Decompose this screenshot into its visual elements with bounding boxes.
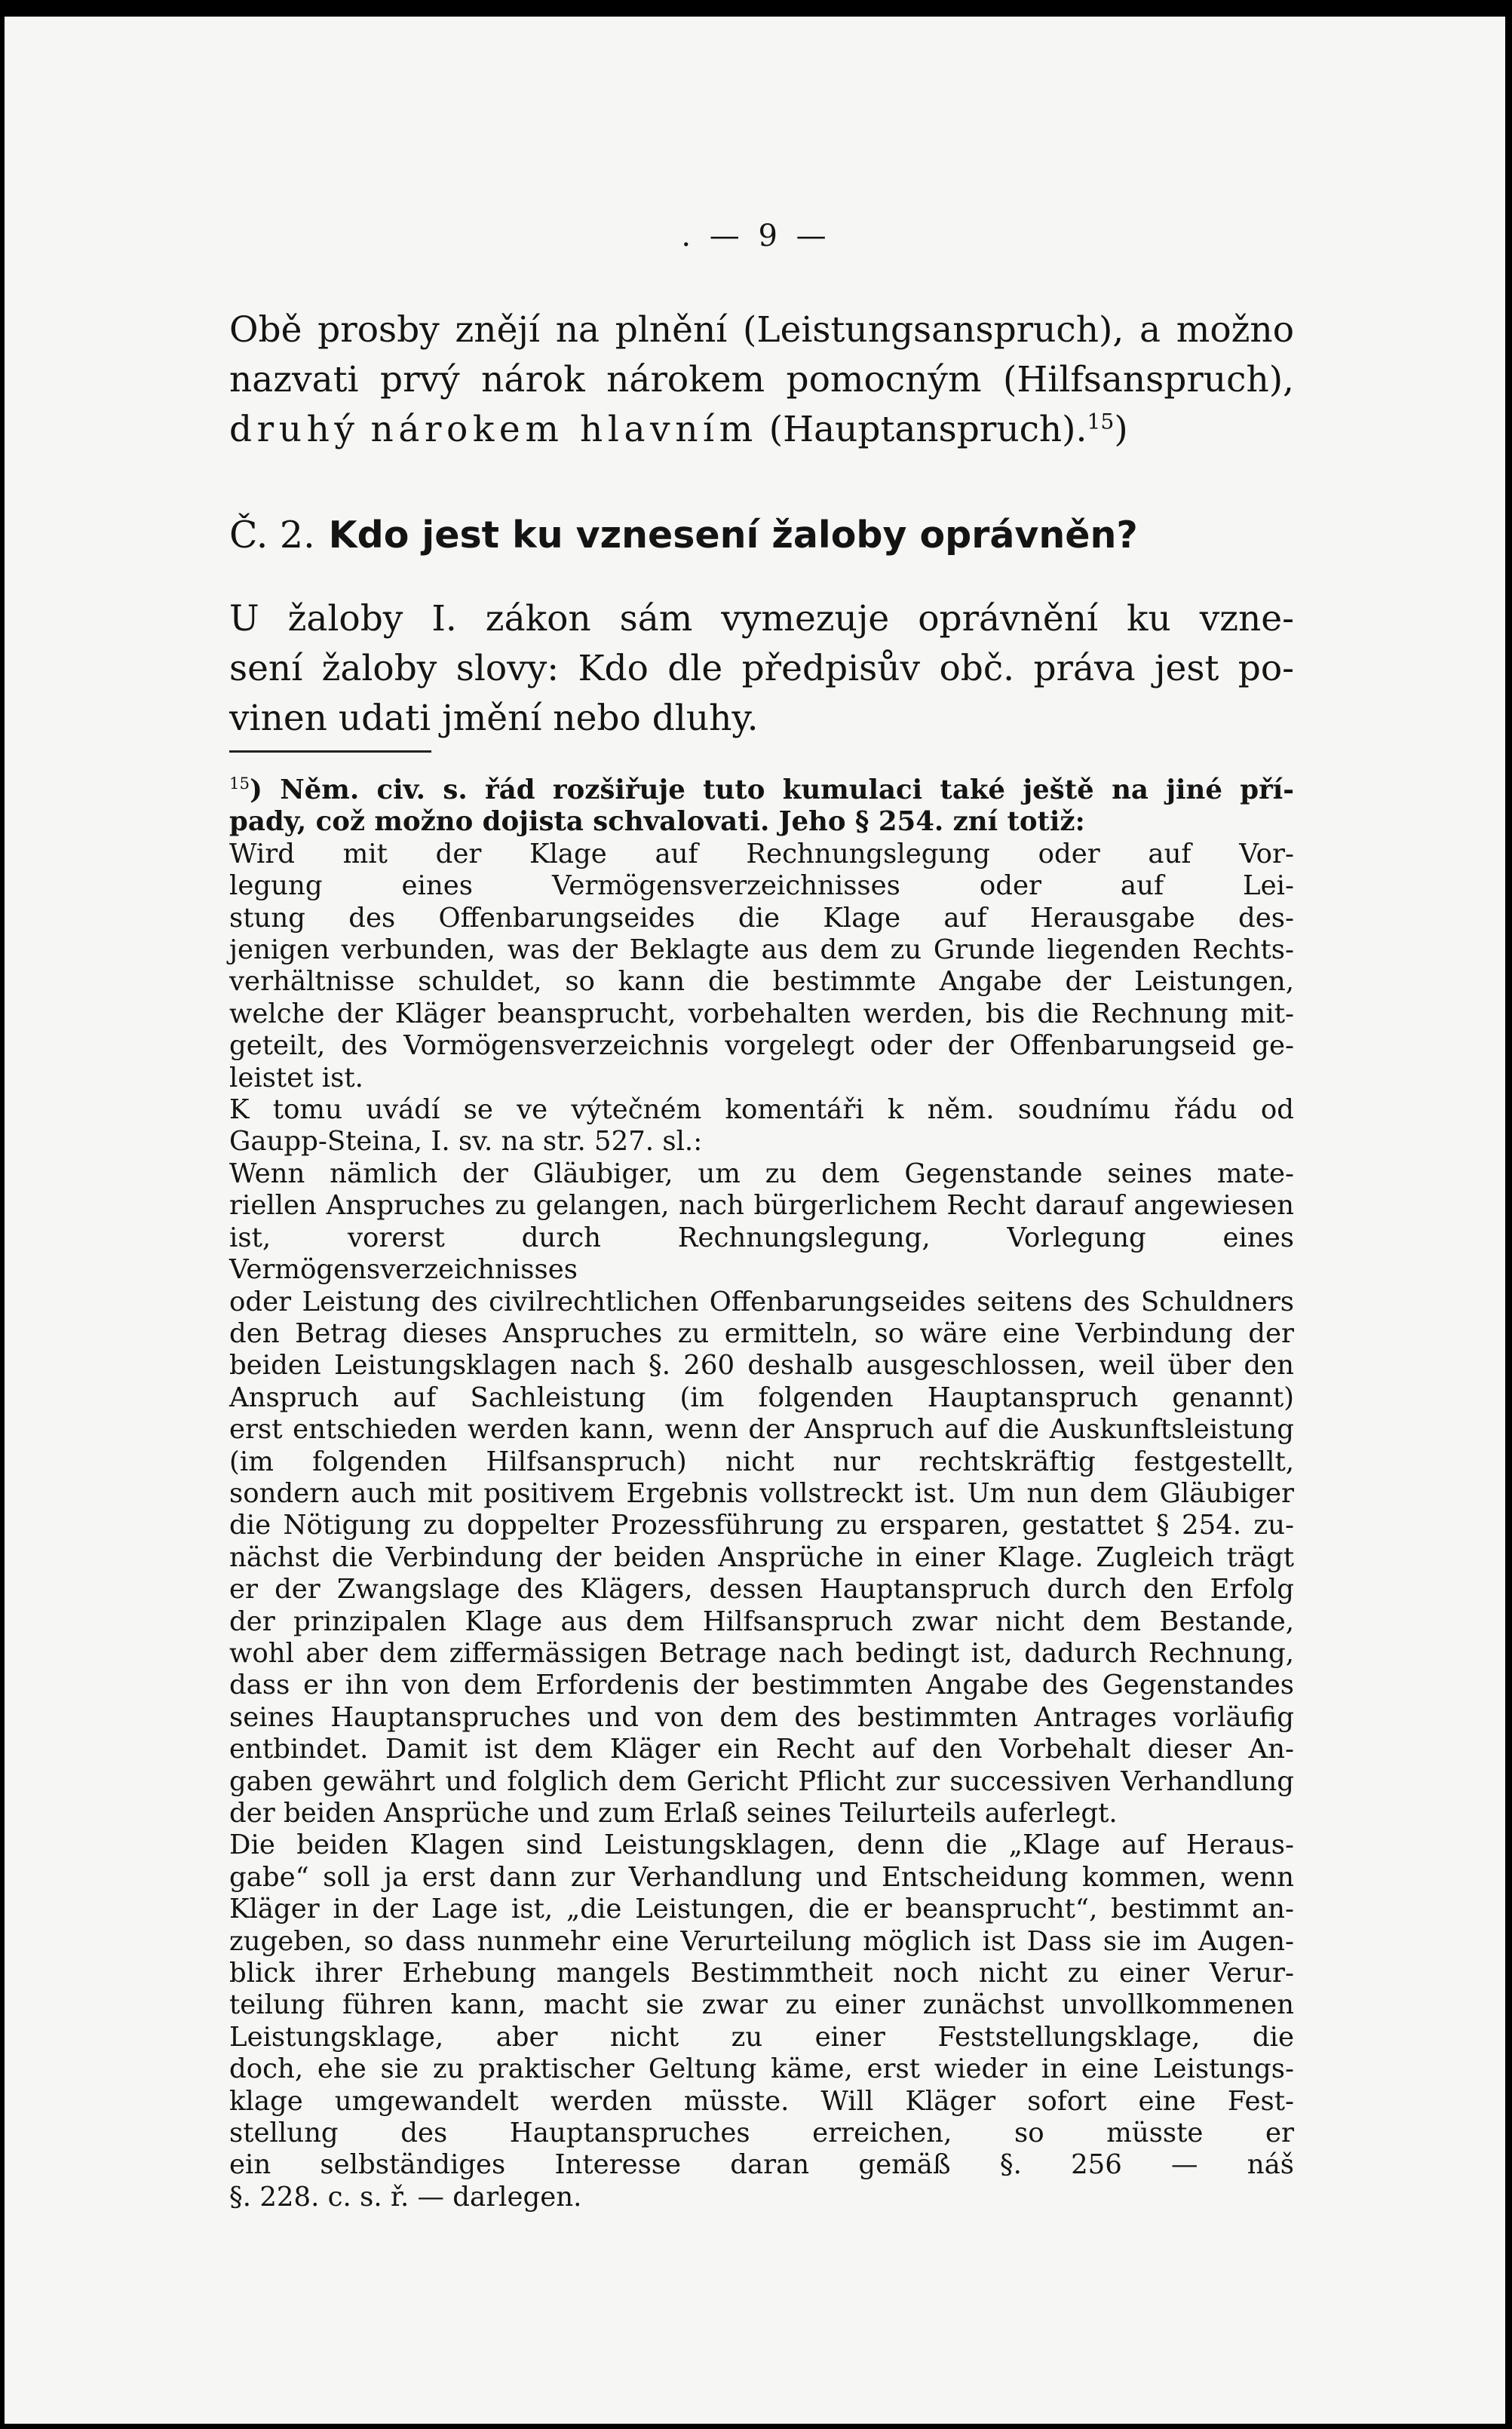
section-title: Kdo jest ku vznesení žaloby oprávněn?	[328, 514, 1138, 557]
footnote-line: teilung führen kann, macht sie zwar zu einer zunächst unvollkommenen	[229, 1989, 1294, 2021]
footnote-line: dass er ihn von dem Erfordenis der bestimmten Angabe des Gegenstandes	[229, 1670, 1294, 1701]
footnote-line: blick ihrer Erhebung mangels Bestimmtheit noch nicht zu einer Verur-	[229, 1958, 1294, 1989]
section-heading	[229, 509, 1294, 562]
footnote-line: beiden Leistungsklagen nach §. 260 deshalb ausgeschlossen, weil über den	[229, 1350, 1294, 1382]
footnote-line: nächst die Verbindung der beiden Ansprüche in einer Klage. Zugleich trägt	[229, 1541, 1294, 1573]
footnote-line: verhältnisse schuldet, so kann die bestimmte Angabe der Leistungen,	[229, 966, 1294, 998]
footnote-line: ist, vorerst durch Rechnungslegung, Vorlegung eines Vermögensverzeichnisses	[229, 1222, 1294, 1286]
footnote-line: den Betrag dieses Anspruches zu ermitteln, so wäre eine Verbindung der	[229, 1317, 1294, 1349]
footnote-line: ein selbständiges Interesse daran gemäß §. 256 — náš	[229, 2149, 1294, 2181]
footnote-line: (im folgenden Hilfsanspruch) nicht nur rechtskräftig festgestellt,	[229, 1446, 1294, 1477]
footnote-block	[229, 774, 1294, 2213]
body-line: sení žaloby slovy: Kdo dle předpisův obč. práva jest po-	[229, 648, 1294, 689]
footnote-line: jenigen verbunden, was der Beklagte aus dem zu Grunde liegenden Rechts-	[229, 934, 1294, 966]
footnote-line: gaben gewährt und folglich dem Gericht Pflicht zur successiven Verhandlung	[229, 1765, 1294, 1797]
footnote-line: stung des Offenbarungseides die Klage auf Herausgabe des-	[229, 902, 1294, 934]
footnote-line: der beiden Ansprüche und zum Erlaß seines Teilurteils auferlegt.	[229, 1798, 1118, 1829]
footnote-separator	[229, 750, 431, 753]
body-line: U žaloby I. zákon sám vymezuje oprávnění ku vzne-	[229, 598, 1294, 639]
footnote-line: er der Zwangslage des Klägers, dessen Hauptanspruch durch den Erfolg	[229, 1574, 1294, 1606]
footnote-line: erst entschieden werden kann, wenn der Anspruch auf die Auskunftsleistung	[229, 1414, 1294, 1446]
footnote-line: leistet ist.	[229, 1062, 363, 1093]
footnote-line: zugeben, so dass nunmehr eine Verurteilung möglich ist Dass sie im Augen-	[229, 1925, 1294, 1957]
footnote-line: sondern auch mit positivem Ergebnis vollstreckt ist. Um nun dem Gläubiger	[229, 1477, 1294, 1509]
footnote-line: Kläger in der Lage ist, „die Leistungen, die er beansprucht“, bestimmt an-	[229, 1894, 1294, 1925]
footnote-line: Wenn nämlich der Gläubiger, um zu dem Gegenstande seines mate-	[229, 1158, 1294, 1189]
body-paragraph	[229, 594, 1294, 744]
footnote-line: pady, což možno dojista schvalovati. Jeho § 254. zní totiž:	[229, 806, 1085, 838]
intro-line: druhý nárokem hlavním (Hauptanspruch).$^{15}$)	[229, 409, 1128, 450]
footnote-line: Die beiden Klagen sind Leistungsklagen, denn die „Klage auf Heraus-	[229, 1829, 1294, 1861]
footnote-line: oder Leistung des civilrechtlichen Offenbarungseides seitens des Schuldners	[229, 1286, 1294, 1317]
footnote-line: stellung des Hauptanspruches erreichen, so müsste er	[229, 2118, 1294, 2149]
body-line: vinen udati jmění nebo dluhy.	[229, 698, 759, 739]
footnote-line: Gaupp-Steina, I. sv. na str. 527. sl.:	[229, 1126, 703, 1158]
footnote-line: $^{15}$) Něm. civ. s. řád rozšiřuje tuto kumulaci také ještě na jiné pří-	[229, 774, 1294, 805]
footnote-line: riellen Anspruches zu gelangen, nach bürgerlichem Recht darauf angewiesen	[229, 1190, 1294, 1222]
footnote-line: §. 228. c. s. ř. — darlegen.	[229, 2181, 582, 2213]
section-number: Č. 2.	[229, 514, 315, 557]
intro-paragraph	[229, 305, 1294, 455]
intro-line: Obě prosby znějí na plnění (Leistungsanspruch), a možno	[229, 309, 1294, 351]
footnote-line: Leistungsklage, aber nicht zu einer Feststellungsklage, die	[229, 2021, 1294, 2053]
footnote-line: Anspruch auf Sachleistung (im folgenden Hauptanspruch genannt)	[229, 1382, 1294, 1413]
footnote-line: wohl aber dem ziffermässigen Betrage nach bedingt ist, dadurch Rechnung,	[229, 1637, 1294, 1669]
footnote-line: seines Hauptanspruches und von dem des bestimmten Antrages vorläufig	[229, 1701, 1294, 1733]
footnote-line: welche der Kläger beansprucht, vorbehalten werden, bis die Rechnung mit-	[229, 998, 1294, 1029]
footnote-line: K tomu uvádí se ve výtečném komentáři k něm. soudnímu řádu od	[229, 1094, 1294, 1126]
footnote-line: legung eines Vermögensverzeichnisses oder auf Lei-	[229, 870, 1294, 902]
footnote-line: doch, ehe sie zu praktischer Geltung käme, erst wieder in eine Leistungs-	[229, 2053, 1294, 2085]
footnote-line: klage umgewandelt werden müsste. Will Kläger sofort eine Fest-	[229, 2085, 1294, 2117]
footnote-line: geteilt, des Vormögensverzeichnis vorgelegt oder der Offenbarungseid ge-	[229, 1030, 1294, 1062]
footnote-marker: 15	[229, 774, 250, 794]
footnote-line: Wird mit der Klage auf Rechnungslegung oder auf Vor-	[229, 838, 1294, 869]
intro-line: nazvati prvý nárok nárokem pomocným (Hilfsanspruch),	[229, 359, 1294, 400]
footnote-line: der prinzipalen Klage aus dem Hilfsanspruch zwar nicht dem Bestande,	[229, 1606, 1294, 1637]
page-number: . — 9 —	[681, 219, 831, 253]
footnote-line: die Nötigung zu doppelter Prozessführung zu ersparen, gestattet § 254. zu-	[229, 1510, 1294, 1541]
footnote-ref-15: 15	[1087, 409, 1115, 434]
footnote-line: gabe“ soll ja erst dann zur Verhandlung und Entscheidung kommen, wenn	[229, 1861, 1294, 1893]
footnote-line: entbindet. Damit ist dem Kläger ein Recht auf den Vorbehalt dieser An-	[229, 1734, 1294, 1765]
